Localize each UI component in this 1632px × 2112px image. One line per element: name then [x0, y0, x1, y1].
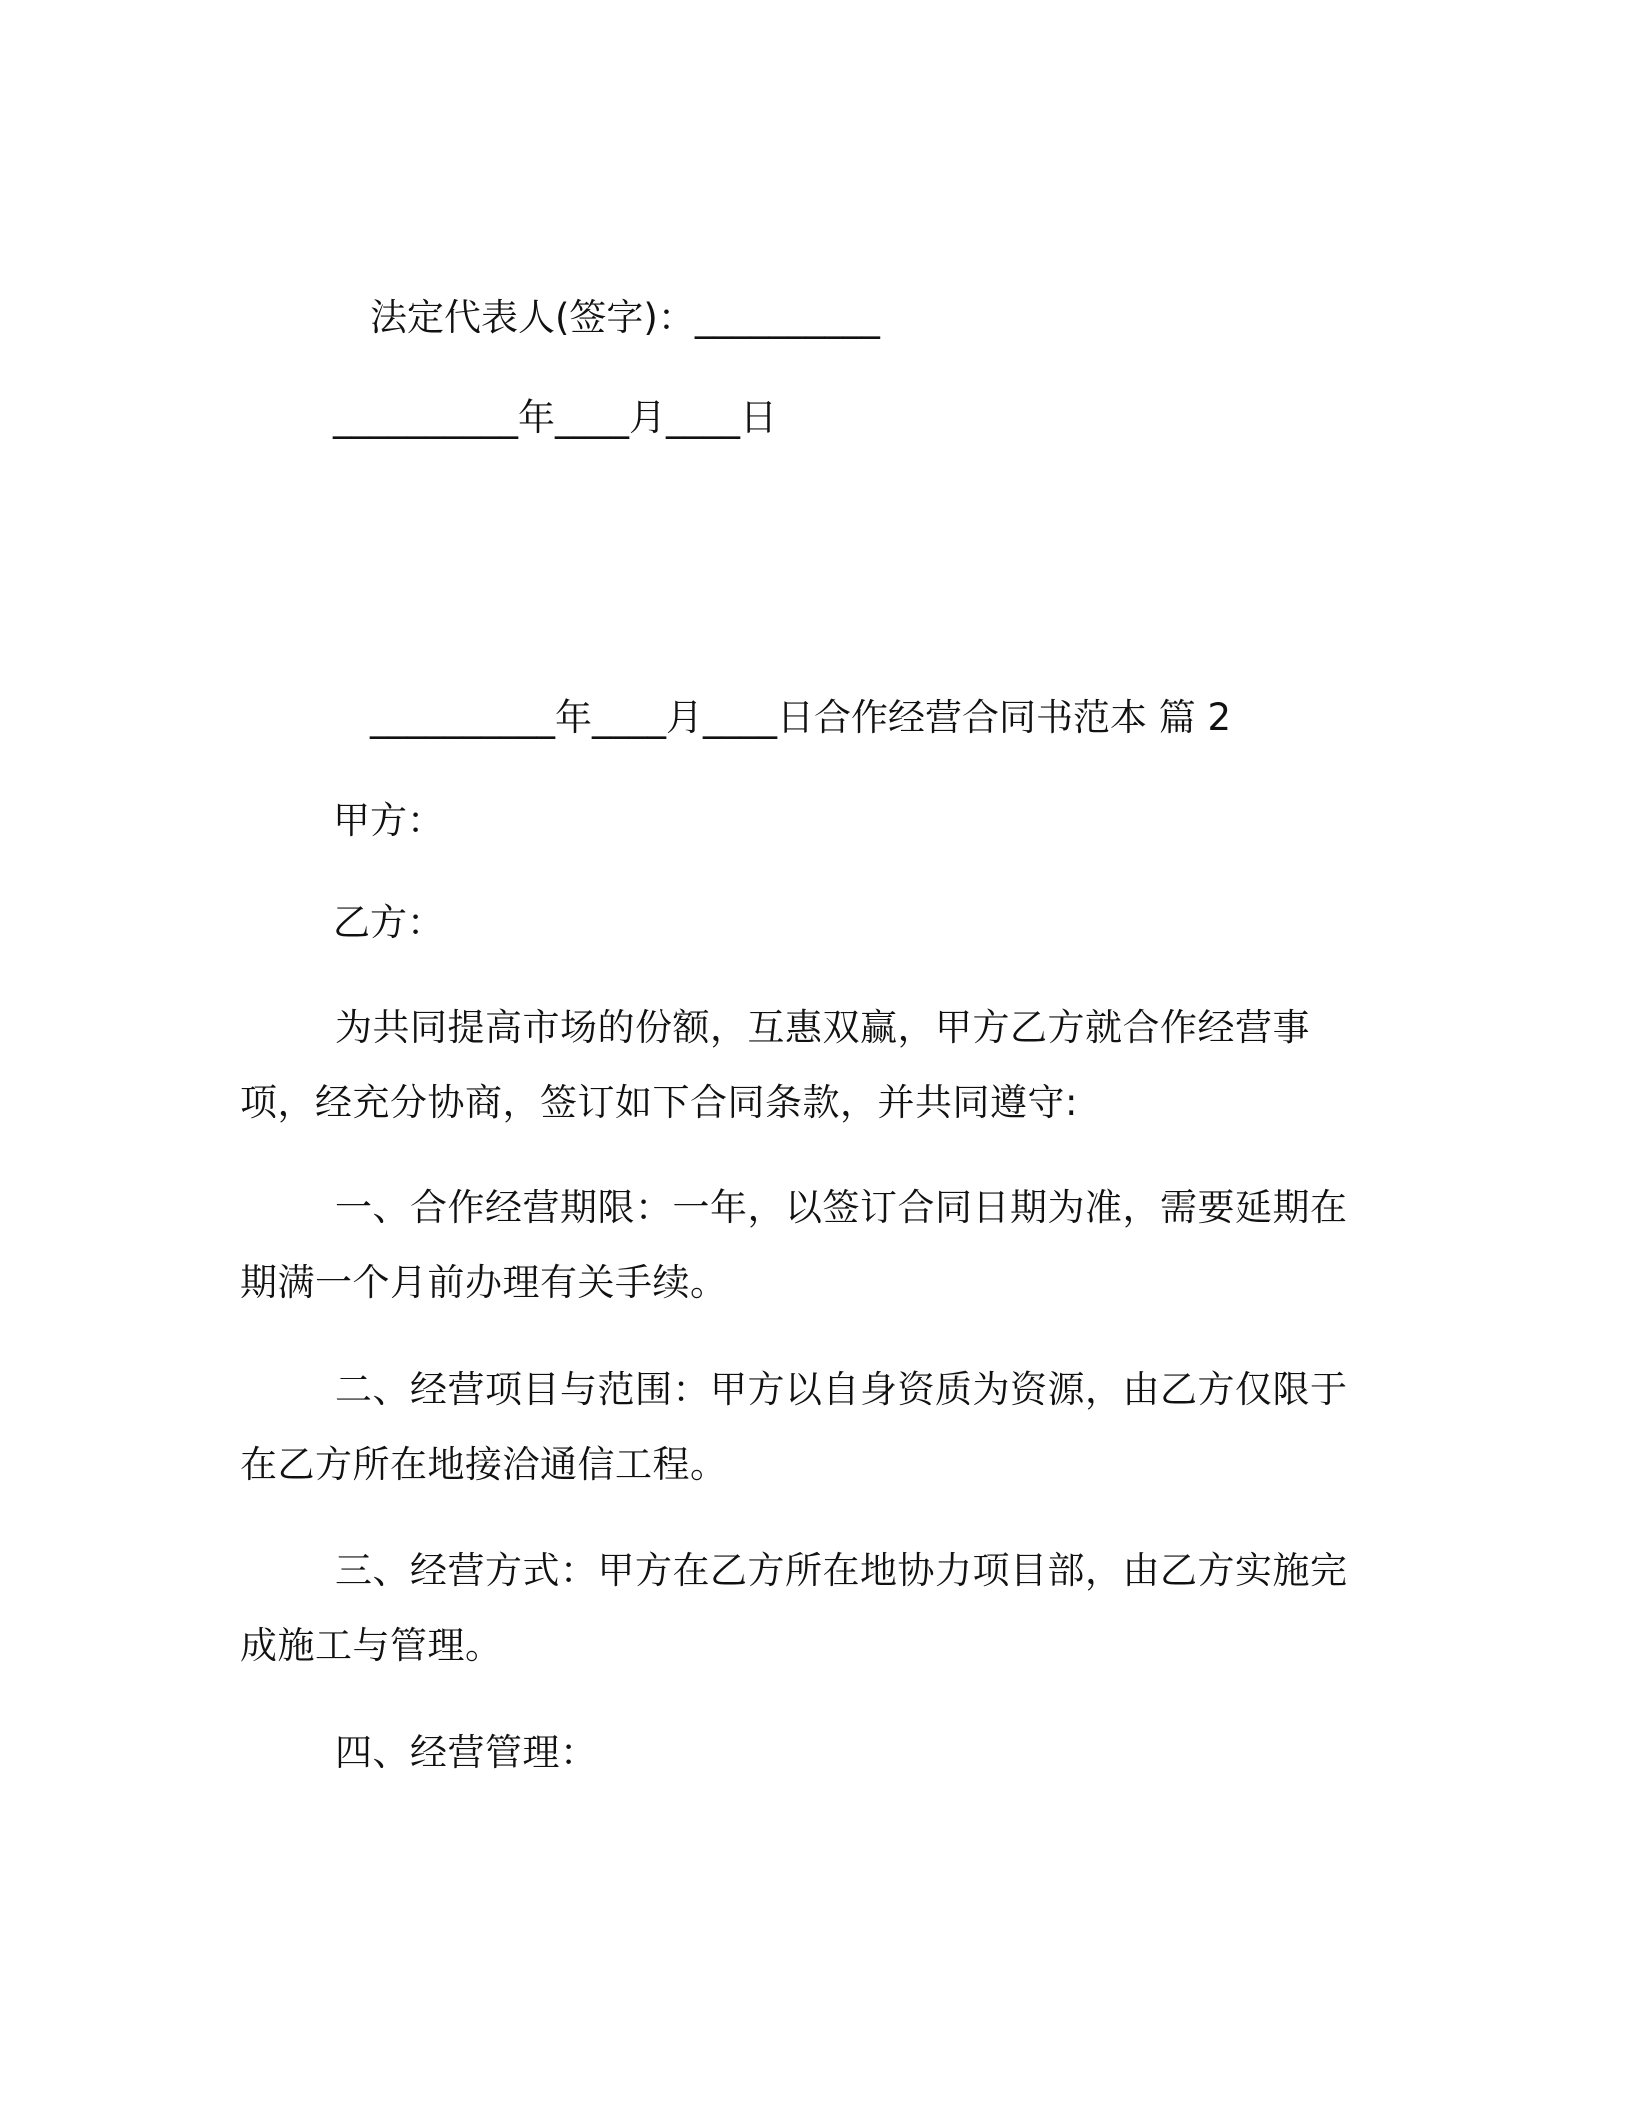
- clause-method: 三、经营方式：甲方在乙方所在地协力项目部，由乙方实施完成施工与管理。: [240, 1549, 1348, 1667]
- clause-term: 一、合作经营期限：一年，以签订合同日期为准，需要延期在期满一个月前办理有关手续。: [240, 1186, 1348, 1304]
- party-a-label: 甲方：: [333, 799, 444, 842]
- clause-management: 四、经营管理：: [335, 1731, 598, 1774]
- signature-date-line: __________年____月____日: [333, 396, 777, 439]
- party-b-label: 乙方：: [333, 901, 444, 944]
- clause-scope: 二、经营项目与范围：甲方以自身资质为资源，由乙方仅限于在乙方所在地接洽通信工程。: [240, 1368, 1348, 1486]
- legal-representative-signature-line: 法定代表人(签字)：__________: [370, 296, 880, 339]
- section-title: __________年____月____日合作经营合同书范本 篇 2: [370, 696, 1232, 739]
- intro-paragraph: 为共同提高市场的份额，互惠双赢，甲方乙方就合作经营事项，经充分协商，签订如下合同条款，并共同遵守:: [240, 1006, 1310, 1124]
